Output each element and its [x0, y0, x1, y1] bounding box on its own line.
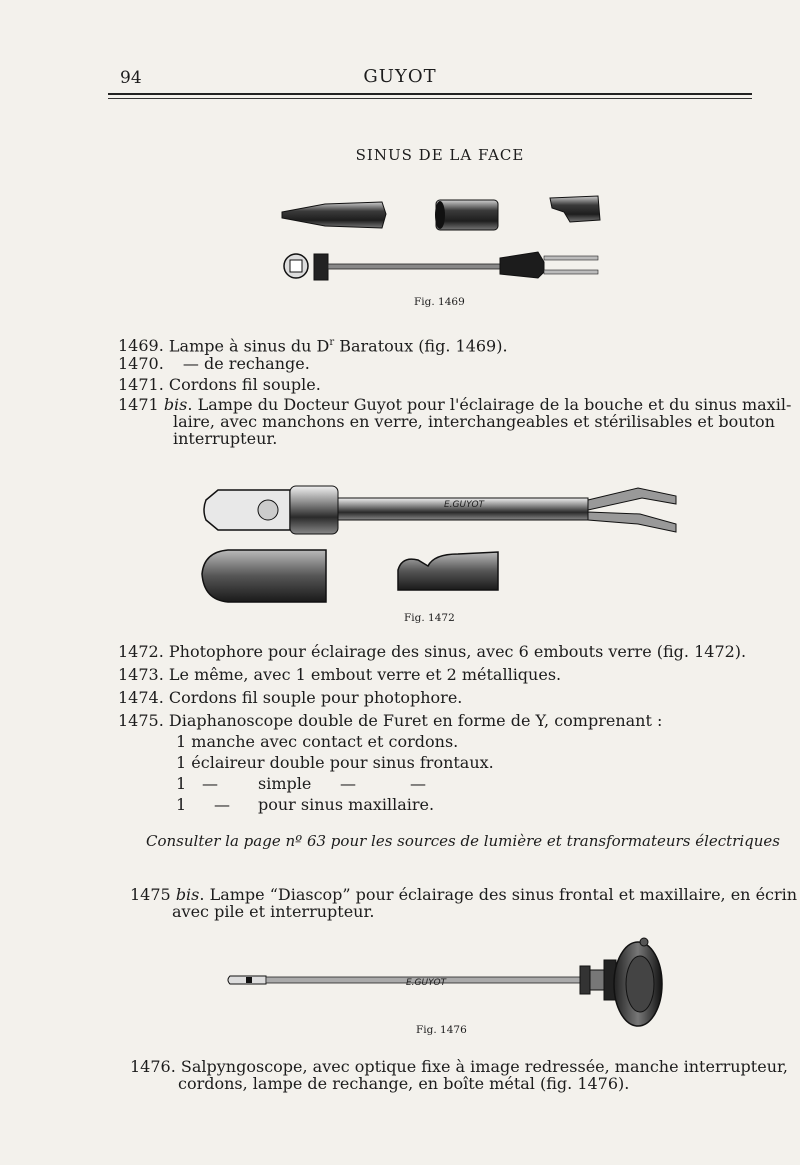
header-rule-thin [108, 98, 752, 99]
figure-caption-1469: Fig. 1469 [414, 296, 465, 308]
entry-text: . Lampe du Docteur Guyot pour l'éclairage de la bouche et du sinus maxil- [187, 395, 792, 414]
photophore-handle [204, 486, 676, 534]
entry-text: Diaphanoscope double de Furet en forme de Y, comprenant : [168, 711, 663, 730]
ditto-mark: — [202, 774, 218, 793]
page-number: 94 [120, 68, 142, 88]
entry-text: Photophore pour éclairage des sinus, avec 6 embouts verre (fig. 1472). [168, 642, 747, 661]
entry-1473 [118, 665, 561, 685]
header-rule [108, 93, 752, 95]
entry-number: 1471 [118, 395, 159, 414]
section-title: SINUS DE LA FACE [355, 146, 525, 164]
entry-text: Cordons fil souple pour photophore. [168, 688, 463, 707]
sublist-item: 1 éclaireur double pour sinus frontaux. [176, 753, 494, 772]
metal-sheath [398, 552, 498, 590]
entry-1471 [118, 375, 321, 395]
glass-sheath [202, 550, 326, 602]
entry-text: Salpyngoscope, avec optique fixe à image redressée, manche interrupteur, [180, 1057, 788, 1076]
sublist-text: pour sinus maxillaire. [258, 795, 435, 814]
cylinder-sheath [435, 200, 498, 230]
entry-number: 1471. [118, 375, 164, 394]
quantity: 1 [176, 795, 187, 814]
entry-number: 1475 [130, 885, 171, 904]
figure-caption-1476: Fig. 1476 [416, 1024, 467, 1036]
ditto-mark: — [410, 774, 426, 793]
figure-caption-1472: Fig. 1472 [404, 612, 455, 624]
entry-number: 1469. [118, 336, 164, 356]
superscript: r [329, 337, 335, 348]
entry-text: laire, avec manchons en verre, interchangeables et stérilisables et bouton [173, 412, 775, 431]
entry-number: 1474. [118, 688, 164, 707]
entry-number: 1470. [118, 354, 164, 373]
bis-label: bis [175, 885, 200, 904]
engraving-label: E.GUYOT [406, 978, 447, 988]
bis-label: bis [163, 395, 188, 414]
entry-number: 1472. [118, 642, 164, 661]
entry-text: cordons, lampe de rechange, en boîte métal (fig. 1476). [178, 1074, 630, 1093]
entry-number: 1473. [118, 665, 164, 684]
entry-1474 [118, 688, 462, 708]
reference-notice: Consulter la page nº 63 pour les sources de lumière et transformateurs électriques [146, 832, 780, 850]
running-header: GUYOT [363, 66, 437, 87]
entry-1469 [118, 333, 508, 356]
entry-1472 [118, 642, 746, 662]
entry-text: Baratoux (fig. 1469). [334, 336, 508, 356]
ditto-mark: — [214, 795, 230, 814]
figure-1472-illustration [198, 478, 682, 608]
tapered-sheath [282, 202, 386, 228]
entry-number: 1475. [118, 711, 164, 730]
entry-1475 [118, 711, 662, 731]
entry-text: Le même, avec 1 embout verre et 2 métalliques. [168, 665, 562, 684]
entry-1475-bis [130, 885, 798, 921]
entry-number: 1476. [130, 1057, 176, 1076]
notched-sheath [550, 196, 600, 222]
ditto-mark: — [340, 774, 356, 793]
entry-text: avec pile et interrupteur. [172, 902, 375, 921]
entry-text: — de rechange. [182, 354, 310, 373]
entry-1470 [118, 354, 310, 374]
figure-1469-illustration [270, 190, 610, 300]
engraving-label: E.GUYOT [444, 500, 485, 510]
quantity: 1 [176, 774, 187, 793]
entry-1476 [130, 1057, 788, 1093]
entry-text: Lampe à sinus du D [168, 336, 330, 356]
lamp-handle [284, 252, 598, 280]
entry-1471-bis [118, 395, 792, 448]
entry-text: Cordons fil souple. [168, 375, 321, 394]
entry-text: . Lampe “Diascop” pour éclairage des sinus frontal et maxillaire, en écrin [199, 885, 798, 904]
entry-text: interrupteur. [173, 429, 278, 448]
sublist-text: simple [258, 774, 312, 793]
sublist-item: 1 manche avec contact et cordons. [176, 732, 459, 751]
